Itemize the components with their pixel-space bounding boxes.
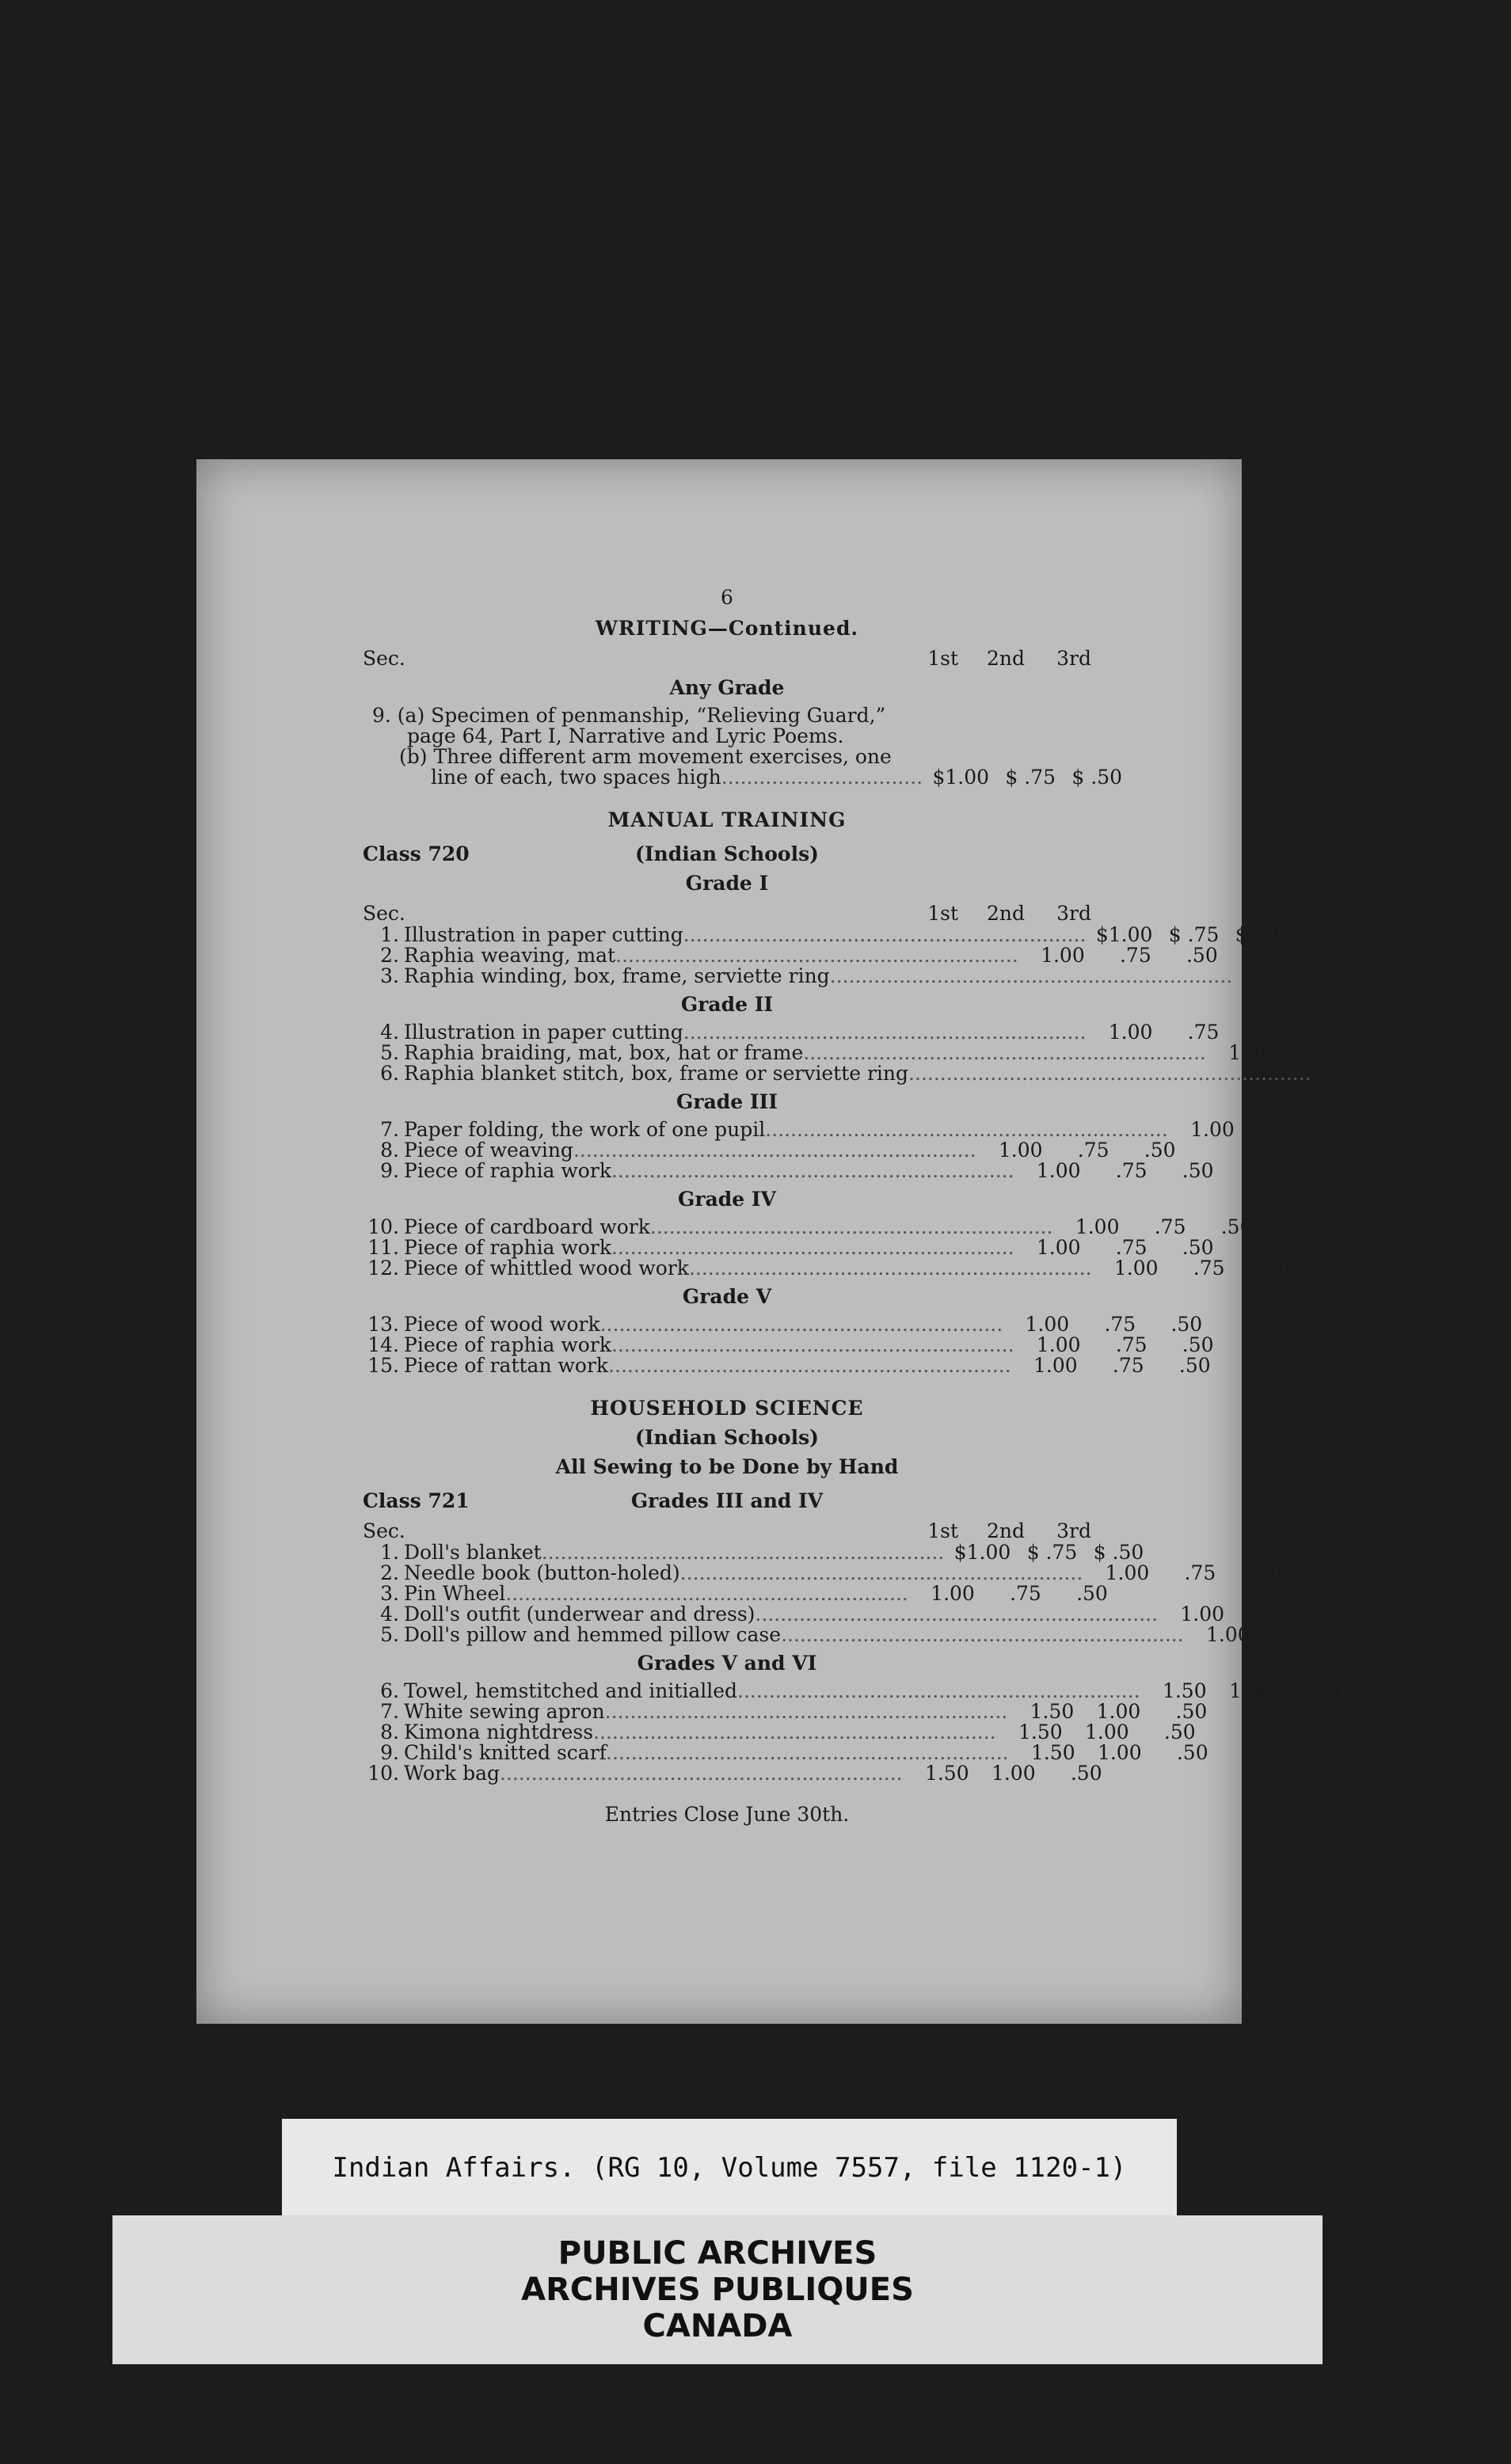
prize-3rd: $ .50 (1235, 923, 1286, 946)
prize-1st: 1.00 (1108, 1021, 1153, 1044)
prize-2nd: .75 (1104, 1313, 1136, 1336)
prize-2nd: .75 (1285, 1623, 1317, 1646)
item-description (404, 1314, 1003, 1335)
page-content (363, 586, 1511, 1826)
reference-stamp: Indian Affairs. (RG 10, Volume 7557, file 1120-1) (282, 2119, 1177, 2217)
leader-dots: ................................................................ (765, 1118, 1168, 1141)
writing-line-1: 9. (a) Specimen of penmanship, “Relieving Guard,” (372, 704, 886, 727)
section-number: 8. (380, 1139, 399, 1162)
item-text: Work bag (404, 1762, 500, 1785)
leader-dots: ................................................................ (599, 1313, 1003, 1336)
leader-dots: ................................................................ (683, 1021, 1087, 1044)
item-description (404, 1681, 1140, 1702)
leader-dots: ................................................................ (803, 1041, 1206, 1064)
leader-dots: ................................................................ (611, 1333, 1014, 1356)
table-row (363, 1062, 1511, 1085)
prize-3rd: .50 (1182, 1236, 1214, 1259)
prize-1st: 1.00 (1105, 1561, 1150, 1584)
prize-2nd: .75 (1115, 1159, 1148, 1182)
prize-3rd: .50 (1336, 1118, 1368, 1141)
item-text: Doll's blanket (404, 1541, 542, 1564)
household-class-row (363, 1489, 1091, 1512)
item-description (404, 1120, 1168, 1140)
prize-1st: 1.50 (924, 1762, 969, 1785)
section-number: 6. (380, 1062, 399, 1085)
section-number: 4. (380, 1021, 399, 1044)
section-number: 2. (380, 1561, 399, 1584)
section-number: 4. (380, 1603, 399, 1626)
prize-2nd: .75 (1112, 1354, 1144, 1377)
prize-1st: 1.00 (1180, 1603, 1225, 1626)
prize-2nd: 1.00 (991, 1762, 1036, 1785)
table-row (363, 1741, 1208, 1764)
prize-1st: 1.00 (1036, 1159, 1081, 1182)
item-text: Piece of wood work (404, 1313, 600, 1336)
leader-dots: ................................................................ (500, 1762, 903, 1785)
writing-prize-2nd: $ .75 (1005, 766, 1056, 789)
table-row (363, 1215, 1253, 1238)
section-number: 11. (367, 1236, 399, 1259)
section-number: 5. (380, 1623, 399, 1646)
leader-dots: ................................................................ (737, 1679, 1140, 1702)
grade-title: Grades III and IV (630, 1489, 824, 1512)
prize-3rd: .50 (1176, 1741, 1208, 1764)
writing-heading: WRITING—Continued. (595, 617, 859, 640)
col-1st: 1st (927, 902, 958, 925)
item-text: Piece of rattan work (404, 1354, 609, 1377)
leader-dots: ................................................................ (541, 1541, 945, 1564)
col-3rd: 3rd (1056, 647, 1091, 670)
prize-1st: 1.00 (1036, 1236, 1081, 1259)
prize-1st: 1.00 (1041, 944, 1085, 967)
grade-title: Grade II (680, 993, 774, 1016)
item-description (404, 1542, 944, 1563)
prize-2nd: .75 (1187, 1021, 1220, 1044)
writing-grade-title: Any Grade (669, 676, 785, 699)
item-text: Kimona nightdress (404, 1721, 594, 1743)
prize-3rd: .50 (1220, 1215, 1253, 1238)
item-text: Piece of cardboard work (404, 1215, 650, 1238)
prize-2nd: 1.00 (1097, 1741, 1142, 1764)
item-description (404, 1584, 908, 1604)
page-number: 6 (721, 586, 733, 609)
leader-dots: ................................................................ (611, 1159, 1014, 1182)
prize-3rd: .50 (1259, 1257, 1292, 1280)
table-row (363, 1679, 1340, 1702)
prize-2nd: $ .75 (1168, 923, 1220, 946)
leader-dots: ................................................................ (615, 944, 1018, 967)
prize-3rd: .50 (1182, 1333, 1214, 1356)
table-row (363, 1257, 1292, 1280)
col-1st: 1st (927, 1519, 958, 1542)
item-text: Raphia blanket stitch, box, frame or serviette ring (404, 1062, 909, 1085)
writing-line-3: (b) Three different arm movement exercises, one (399, 745, 892, 768)
grade-title: Grade V (682, 1285, 772, 1308)
manual-heading: MANUAL TRAINING (607, 808, 847, 831)
item-description (404, 1161, 1014, 1181)
manual-schools: (Indian Schools) (635, 842, 819, 865)
leader-dots: ................................................................ (688, 1257, 1092, 1280)
item-description (404, 1063, 1311, 1084)
leader-dots: ................................................................ (679, 1561, 1083, 1584)
prize-2nd: .75 (1184, 1561, 1216, 1584)
table-row (363, 1159, 1214, 1182)
prize-2nd: .75 (1154, 1215, 1186, 1238)
section-number: 1. (380, 923, 399, 946)
item-description (404, 1604, 1158, 1625)
document-page (196, 459, 1511, 2024)
prize-3rd: .50 (1374, 1041, 1406, 1064)
sec-label: Sec. (363, 902, 405, 925)
prize-3rd: .50 (1076, 1582, 1108, 1605)
prize-2nd: .75 (1010, 1582, 1041, 1605)
prize-3rd: .50 (1250, 1561, 1283, 1584)
leader-dots: ................................................................ (505, 1582, 908, 1605)
table-row (363, 1236, 1214, 1259)
prize-2nd: 1.00 (1228, 1679, 1273, 1702)
writing-line (363, 747, 1091, 767)
table-row (363, 1721, 1196, 1743)
leader-dots: ................................................................ (683, 923, 1087, 946)
item-description (404, 1217, 1052, 1238)
col-2nd: 2nd (986, 1519, 1025, 1542)
manual-class-row (363, 842, 1091, 865)
prize-2nd: .75 (1307, 1041, 1339, 1064)
archive-line-2: ARCHIVES PUBLIQUES (521, 2272, 914, 2308)
section-number: 6. (380, 1679, 399, 1702)
section-number: 12. (367, 1257, 399, 1280)
prize-3rd: .50 (1307, 1679, 1340, 1702)
table-row (363, 1541, 1144, 1564)
writing-line-4-text: line of each, two spaces high (431, 766, 721, 789)
item-description (404, 1763, 903, 1784)
prize-2nd: .75 (1115, 1333, 1148, 1356)
section-number: 9. (380, 1741, 399, 1764)
prize-1st: 1.00 (1254, 964, 1300, 987)
col-2nd: 2nd (986, 902, 1025, 925)
grade-title: Grade I (685, 872, 769, 895)
prize-3rd: .50 (1163, 1721, 1196, 1743)
prize-3rd: .50 (1400, 964, 1433, 987)
item-description (404, 1743, 1009, 1763)
leader-dots: ................................................................ (755, 1603, 1159, 1626)
writing-line (363, 766, 1123, 789)
prize-2nd: .75 (1119, 944, 1151, 967)
prize-1st: 1.00 (998, 1139, 1043, 1162)
prize-2nd: 1.00 (1096, 1700, 1141, 1723)
item-text: Illustration in paper cutting (404, 923, 683, 946)
writing-line-4: line of each, two spaces high................................ (431, 766, 923, 789)
item-description (404, 925, 1086, 945)
leader-dots: ................................................................ (649, 1215, 1053, 1238)
prize-2nd: .75 (1334, 964, 1366, 987)
table-row (363, 1333, 1214, 1356)
prize-3rd: .50 (1351, 1623, 1383, 1646)
section-number: 10. (367, 1215, 399, 1238)
item-text: White sewing apron (404, 1700, 605, 1723)
item-description (404, 966, 1232, 987)
prize-1st: 1.00 (1113, 1257, 1159, 1280)
table-row (363, 1561, 1283, 1584)
prize-1st: 1.00 (1228, 1041, 1273, 1064)
archive-line-1: PUBLIC ARCHIVES (558, 2235, 877, 2272)
item-text: Raphia braiding, mat, box, hat or frame (404, 1041, 804, 1064)
prize-3rd: .50 (1186, 944, 1218, 967)
table-row (363, 1582, 1108, 1605)
prize-3rd: .50 (1479, 1062, 1511, 1085)
item-text: Piece of raphia work (404, 1333, 611, 1356)
writing-line (363, 726, 1091, 747)
sec-label: Sec. (363, 647, 405, 670)
item-description (404, 1258, 1092, 1279)
col-2nd: 2nd (986, 647, 1025, 670)
prize-3rd: .50 (1178, 1354, 1211, 1377)
writing-prize-1st: $1.00 (932, 766, 990, 789)
closing-note: Entries Close June 30th. (604, 1803, 850, 1826)
prize-1st: 1.50 (1162, 1679, 1207, 1702)
item-description (404, 1702, 1007, 1722)
section-number: 9. (380, 1159, 399, 1182)
section-number: 3. (380, 1582, 399, 1605)
section-number: 7. (380, 1118, 399, 1141)
prize-1st: 1.00 (1205, 1623, 1250, 1646)
item-text: Needle book (button-holed) (404, 1561, 680, 1584)
household-grades (363, 1489, 1383, 1785)
table-row (363, 1700, 1208, 1723)
writing-column-header (363, 648, 1091, 670)
item-text: Towel, hemstitched and initialled (404, 1679, 738, 1702)
table-row (363, 1623, 1383, 1646)
section-number: 1. (380, 1541, 399, 1564)
item-description (404, 1563, 1083, 1584)
prize-1st: 1.00 (1075, 1215, 1120, 1238)
col-3rd: 3rd (1056, 1519, 1091, 1542)
prize-2nd: .75 (1077, 1139, 1109, 1162)
leader-dots: ................................................................ (611, 1236, 1014, 1259)
leader-dots: ................................................................ (573, 1139, 976, 1162)
household-class-label: Class 721 (363, 1489, 470, 1512)
item-text: Piece of whittled wood work (404, 1257, 689, 1280)
prize-3rd: .50 (1170, 1313, 1203, 1336)
column-header (363, 903, 1091, 925)
prize-3rd: .50 (1326, 1603, 1358, 1626)
section-number: 5. (380, 1041, 399, 1064)
item-text: Doll's pillow and hemmed pillow case (404, 1623, 782, 1646)
prize-2nd: .75 (1193, 1257, 1225, 1280)
section-number: 10. (367, 1762, 399, 1785)
table-row (363, 1762, 1102, 1785)
prize-2nd: .75 (1412, 1062, 1444, 1085)
section-number: 3. (380, 964, 399, 987)
household-schools: (Indian Schools) (635, 1426, 819, 1449)
col-1st: 1st (927, 647, 958, 670)
table-row (363, 964, 1433, 987)
prize-1st: $1.00 (953, 1541, 1011, 1564)
item-text: Raphia weaving, mat (404, 944, 616, 967)
item-description (404, 1356, 1011, 1376)
writing-line-2: page 64, Part I, Narrative and Lyric Poems. (407, 724, 844, 747)
item-description (404, 1335, 1014, 1356)
table-row (363, 1139, 1176, 1162)
leader-dots: ................................................................ (781, 1623, 1184, 1646)
prize-3rd: $ .50 (1093, 1541, 1144, 1564)
table-row (363, 1021, 1286, 1044)
leader-dots: ................................................................ (608, 1354, 1011, 1377)
item-description (404, 945, 1018, 966)
prize-1st: 1.00 (1333, 1062, 1378, 1085)
item-text: Child's knitted scarf (404, 1741, 607, 1764)
item-text: Paper folding, the work of one pupil (404, 1118, 766, 1141)
prize-1st: 1.00 (1190, 1118, 1235, 1141)
household-heading: HOUSEHOLD SCIENCE (590, 1397, 864, 1420)
sec-label: Sec. (363, 1519, 405, 1542)
item-text: Illustration in paper cutting (404, 1021, 683, 1044)
prize-3rd: .50 (1254, 1021, 1286, 1044)
manual-class-label: Class 720 (363, 842, 470, 865)
writing-prize-3rd: $ .50 (1071, 766, 1123, 789)
prize-1st: $1.00 (1095, 923, 1153, 946)
table-row (363, 923, 1286, 946)
table-row (363, 1041, 1406, 1064)
household-note: All Sewing to be Done by Hand (555, 1455, 899, 1478)
item-description (404, 1722, 996, 1743)
prize-3rd: .50 (1175, 1700, 1208, 1723)
section-number: 2. (380, 944, 399, 967)
section-number: 14. (367, 1333, 399, 1356)
archive-line-3: CANADA (642, 2308, 793, 2344)
leader-dots: ................................................................ (604, 1700, 1008, 1723)
prize-2nd: .75 (1115, 1236, 1148, 1259)
prize-1st: 1.50 (1030, 1741, 1075, 1764)
manual-grades (363, 872, 1511, 1377)
table-row (363, 1313, 1203, 1336)
item-description (404, 1238, 1014, 1258)
item-text: Doll's outfit (underwear and dress) (404, 1603, 756, 1626)
item-description (404, 1043, 1206, 1063)
section-number: 7. (380, 1700, 399, 1723)
prize-2nd: $ .75 (1026, 1541, 1078, 1564)
column-header (363, 1520, 1091, 1542)
table-row (363, 1118, 1368, 1141)
grade-title: Grade III (676, 1090, 778, 1113)
prize-1st: 1.50 (1018, 1721, 1063, 1743)
leader-dots: ................................................................ (593, 1721, 996, 1743)
prize-3rd: .50 (1070, 1762, 1102, 1785)
table-row (363, 1603, 1358, 1626)
table-row (363, 944, 1218, 967)
prize-3rd: .50 (1144, 1139, 1176, 1162)
section-number: 15. (367, 1354, 399, 1377)
prize-2nd: .75 (1269, 1118, 1301, 1141)
prize-1st: 1.00 (931, 1582, 975, 1605)
archive-label (112, 2215, 1323, 2364)
prize-2nd: .75 (1259, 1603, 1292, 1626)
grade-title: Grades V and VI (637, 1652, 817, 1675)
prize-1st: 1.00 (1036, 1333, 1081, 1356)
prize-1st: 1.00 (1033, 1354, 1078, 1377)
item-text: Raphia winding, box, frame, serviette ring (404, 964, 830, 987)
item-text: Piece of weaving (404, 1139, 573, 1162)
col-3rd: 3rd (1056, 902, 1091, 925)
prize-2nd: 1.00 (1084, 1721, 1129, 1743)
prize-1st: 1.50 (1030, 1700, 1075, 1723)
item-text: Piece of raphia work (404, 1236, 611, 1259)
leader-dots: ................................................................ (829, 964, 1233, 987)
prize-1st: 1.00 (1025, 1313, 1070, 1336)
writing-line (363, 705, 1091, 726)
item-text: Pin Wheel (404, 1582, 506, 1605)
prize-3rd: .50 (1182, 1159, 1214, 1182)
section-number: 13. (367, 1313, 399, 1336)
section-number: 8. (380, 1721, 399, 1743)
item-description (404, 1140, 976, 1161)
grade-title: Grade IV (678, 1188, 776, 1211)
item-text: Piece of raphia work (404, 1159, 611, 1182)
table-row (363, 1354, 1211, 1377)
leader-dots: ................................................................ (908, 1062, 1311, 1085)
item-description (404, 1625, 1184, 1645)
leader-dots: ................................................................ (606, 1741, 1009, 1764)
item-description (404, 1022, 1086, 1043)
